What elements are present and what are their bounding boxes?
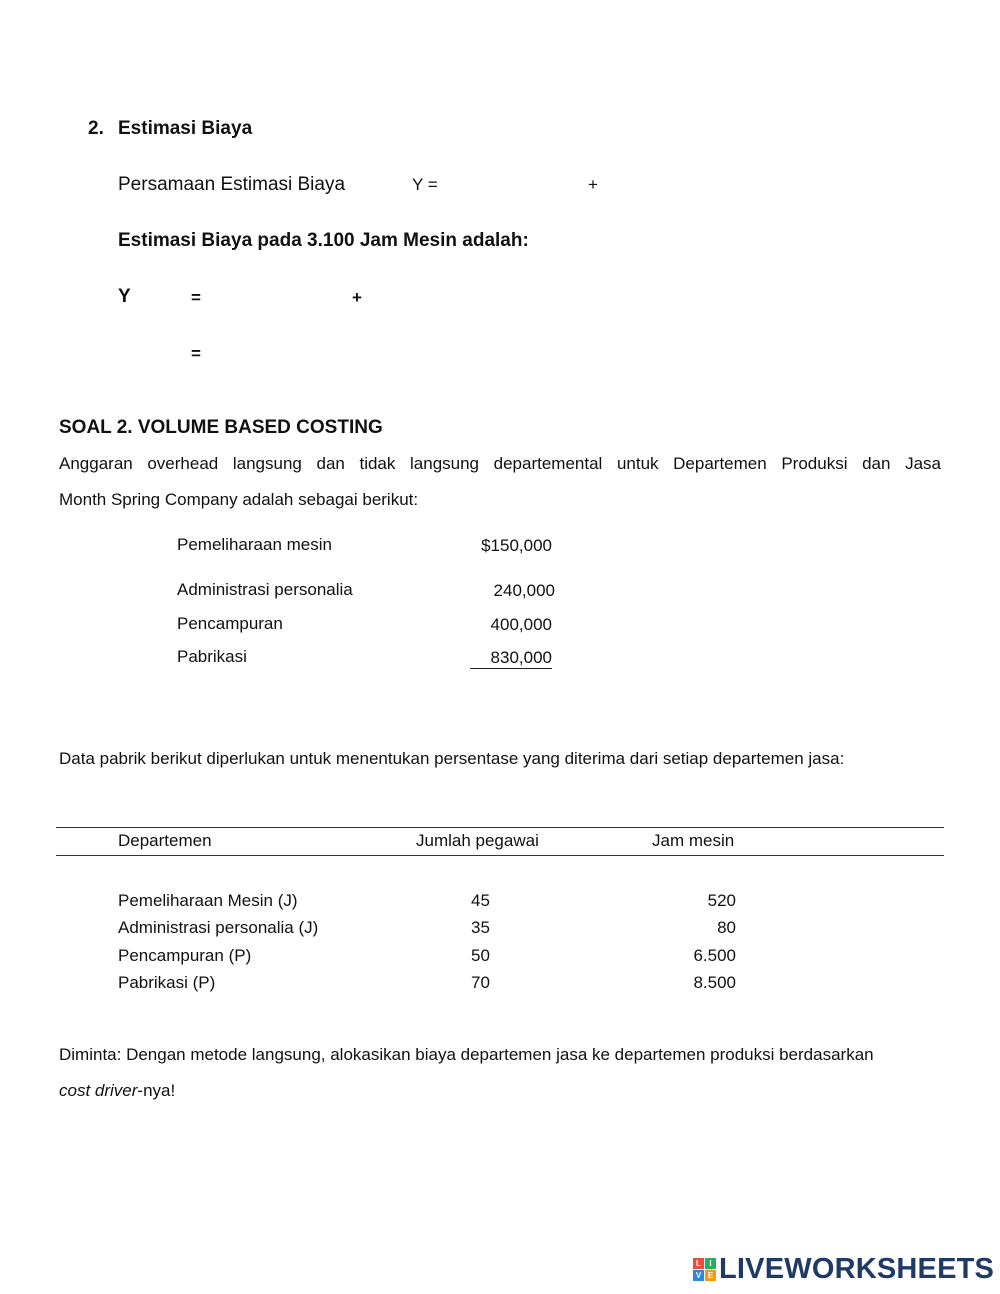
section-title: Estimasi Biaya [118,118,253,139]
table-header-departemen: Departemen [118,831,212,850]
data-intro: Data pabrik berikut diperlukan untuk menentukan persentase yang diterima dari setiap departemen jasa: [59,749,845,768]
plus-sign-2: + [352,288,362,307]
soal2-title: SOAL 2. VOLUME BASED COSTING [59,417,383,438]
table-cell-department: Pemeliharaan Mesin (J) [118,891,298,910]
table-cell-machine-hours: 80 [717,918,736,937]
budget-value: 240,000 [493,581,555,600]
table-cell-department: Administrasi personalia (J) [118,918,319,937]
table-cell-machine-hours: 6.500 [693,946,736,965]
task-suffix: -nya! [137,1081,176,1100]
logo-cell: I [705,1258,716,1269]
intro-line-2: Month Spring Company adalah sebagai berikut: [59,490,419,509]
estimate-heading: Estimasi Biaya pada 3.100 Jam Mesin adalah: [118,230,529,251]
budget-label: Administrasi personalia [177,580,353,599]
table-cell-employees: 70 [471,973,490,992]
table-top-rule [56,827,944,828]
table-cell-machine-hours: 520 [707,891,736,910]
table-header-rule [56,855,944,856]
liveworksheets-logo [693,1253,994,1286]
table-cell-department: Pabrikasi (P) [118,973,216,992]
equals-sign-2: = [191,344,201,363]
table-cell-machine-hours: 8.500 [693,973,736,992]
y-label: Y [118,286,131,307]
logo-cell: L [693,1258,704,1269]
table-cell-employees: 35 [471,918,490,937]
table-header-jam-mesin: Jam mesin [652,831,735,850]
budget-value: 400,000 [490,615,552,634]
budget-label: Pemeliharaan mesin [177,535,332,554]
budget-label: Pencampuran [177,614,283,633]
equation-plus: + [588,175,598,194]
task-line-2 [59,1073,941,1109]
table-cell-employees: 50 [471,946,490,965]
table-cell-department: Pencampuran (P) [118,946,252,965]
section-number: 2. [88,118,104,139]
table-cell-employees: 45 [471,891,490,910]
logo-cell: E [705,1270,716,1281]
budget-value: 830,000 [470,648,552,669]
equals-sign-1: = [191,288,201,307]
task-italic: cost driver [59,1081,138,1100]
budget-value: $150,000 [481,536,552,555]
intro-line-1: Anggaran overhead langsung dan tidak langsung departemental untuk Departemen Produksi dan Jasa [59,454,941,473]
budget-label: Pabrikasi [177,647,247,666]
task-line-1: Diminta: Dengan metode langsung, alokasikan biaya departemen jasa ke departemen produksi berdasarkan [59,1045,874,1064]
logo-text: LIVEWORKSHEETS [719,1253,995,1285]
logo-grid-icon [693,1258,716,1281]
equation-y: Y = [412,175,438,194]
table-header-jumlah-pegawai: Jumlah pegawai [416,831,539,850]
logo-cell: V [693,1270,704,1281]
equation-label: Persamaan Estimasi Biaya [118,174,346,195]
